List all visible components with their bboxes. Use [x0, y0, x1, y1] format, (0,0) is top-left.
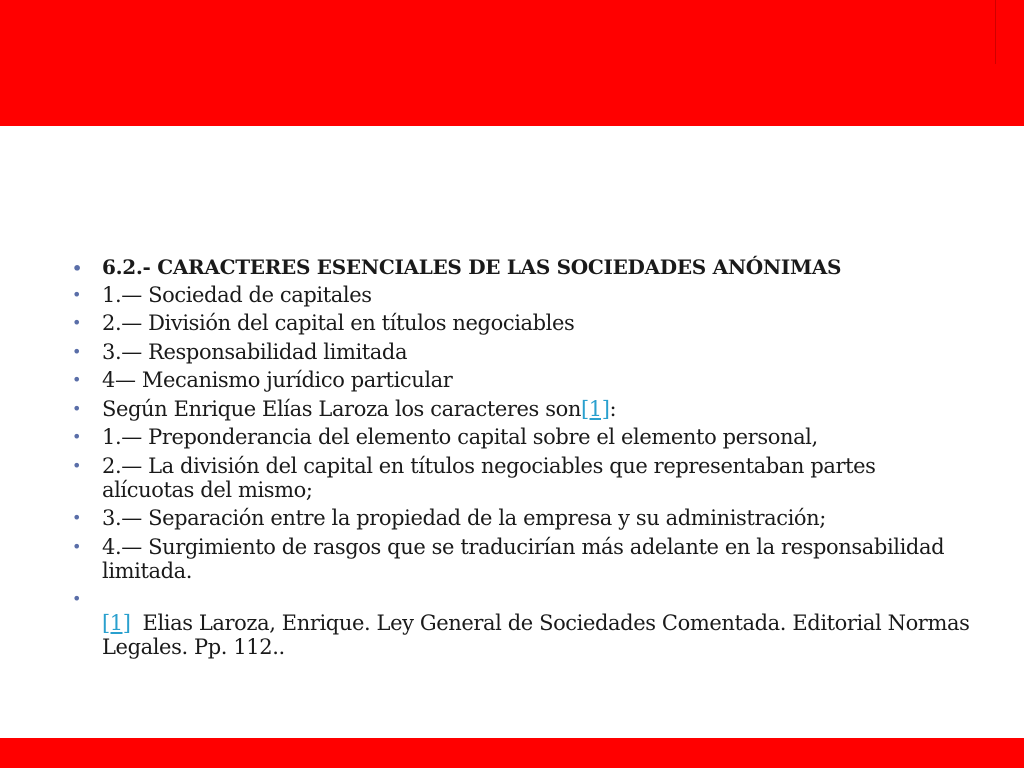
list-item: • 4.— Surgimiento de rasgos que se traducirían más adelante en la responsabilidad limitada. [72, 535, 972, 583]
top-red-band [0, 0, 1024, 126]
list-item: • 3.— Separación entre la propiedad de la empresa y su administración; [72, 506, 972, 530]
footnote-reference-link[interactable]: [1] [580, 396, 610, 421]
band-divider-line [995, 0, 996, 64]
list-item: • 4— Mecanismo jurídico particular [72, 368, 972, 392]
citation-text: Según Enrique Elías Laroza los caracteres son [102, 396, 581, 421]
list-item: • 2.— La división del capital en títulos negociables que representaban partes alícuotas del mismo; [72, 454, 972, 502]
list-item: • 1.— Sociedad de capitales [72, 283, 972, 307]
list-item: • 2.— División del capital en títulos negociables [72, 311, 972, 335]
list-item: • 3.— Responsabilidad limitada [72, 340, 972, 364]
list-item: • 1.— Preponderancia del elemento capital sobre el elemento personal, [72, 425, 972, 449]
footnote-item [72, 587, 972, 659]
bottom-red-band [0, 738, 1024, 768]
citation-punctuation: : [609, 396, 617, 421]
section-heading: • 6.2.- CARACTERES ESENCIALES DE LAS SOCIEDADES ANÓNIMAS [72, 254, 972, 278]
list-item-citation [72, 397, 972, 421]
footnote-back-link[interactable]: [1] [102, 611, 131, 635]
bullet-list [72, 254, 972, 664]
footnote-text: Elias Laroza, Enrique. Ley General de Sociedades Comentada. Editorial Normas Legales. Pp. 112.. [102, 611, 970, 659]
